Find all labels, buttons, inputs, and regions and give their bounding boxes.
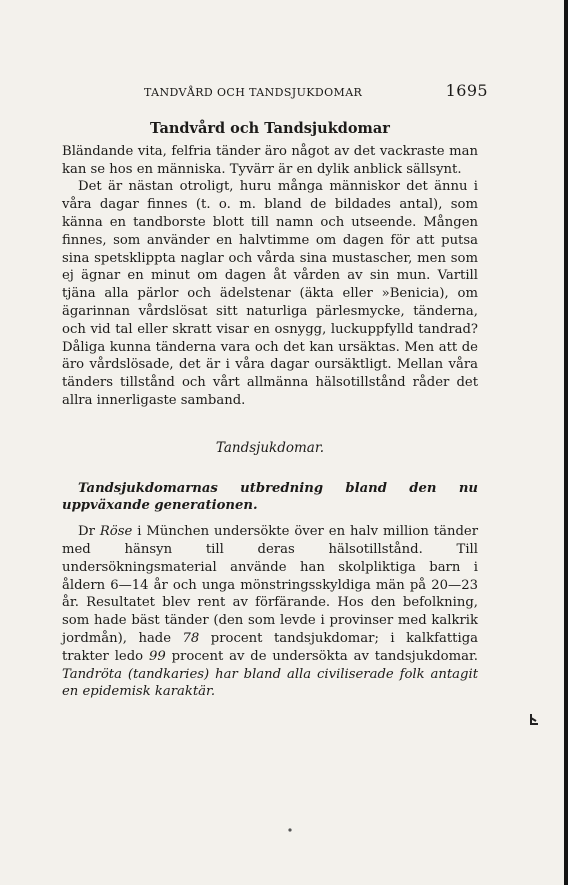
page-edge [564,0,568,885]
body-text [62,120,478,701]
subsection-title: Tandsjukdomar. [215,439,325,456]
p3-part1: Dr [78,524,100,540]
paragraph-1: Bländande vita, felfria tänder äro något av det vackraste man kan se hos en människa. Tyvärr är en dylik anblick sällsynt. [62,143,478,177]
running-head-title: TANDVÅRD OCH TANDSJUKDOMAR [144,86,363,99]
p3-num2: 99 [148,648,166,664]
subheading: Tandsjukdomarnas utbredning bland den nu uppväxande generationen. [62,480,478,514]
paragraph-3 [62,523,478,701]
margin-mark-icon [528,712,540,726]
section-title: Tandvård och Tandsjukdomar [150,120,390,137]
p3-part4: procent av de undersökta av tandsjukdomar. [165,648,478,664]
speck-icon [286,826,294,834]
p3-part3: procent tandsjukdomar; i kalkfattiga trakter ledo [62,630,478,664]
paragraph-2: Det är nästan otroligt, huru många människor det ännu i våra dagar finnes (t. o. m. bland de bildades antal), som känna en tandborste blott till namn och utseende. Mången finnes, som använder en halvtimme om dagen för att putsa sina spetsklippta naglar och vårda sina mustascher, men som ej ägnar en minut om dagen åt vården av sin mun. Vartill tjäna alla pärlor och ädelstenar (äkta eller »Benicia), om ägarinnan vårdslösat sitt naturliga pärlesmycke, tänderna, och vid tal eller skratt visar en osnygg, luckuppfylld tandrad? Dåliga kunna tänderna vara och det kan ursäktas. Men att de äro vårdslösade, det är i våra dagar oursäktligt. Mellan våra tänders tillstånd och vårt allmänna hälsotillstånd råder det allra innerligaste samband. [62,179,478,408]
p3-part2: i München undersökte över en halv million tänder med hänsyn till deras hälsotillstånd. Till undersökningsmaterial använde han skolpliktiga barn i åldern 6—14 år och unga mönstringsskyldiga män på 20—23 år. Resultatet blev rent av förfärande. Hos den befolkning, som hade bäst tänder (den som levde i provinser med kalkrik jordmån), hade [62,524,478,646]
p3-italic-end: Tandröta (tandkaries) har bland alla civiliserade folk antagit en epidemisk karaktär. [62,666,478,700]
p3-num1: 78 [182,630,200,646]
page-number: 1695 [445,81,488,100]
p3-name: Röse [99,524,133,540]
